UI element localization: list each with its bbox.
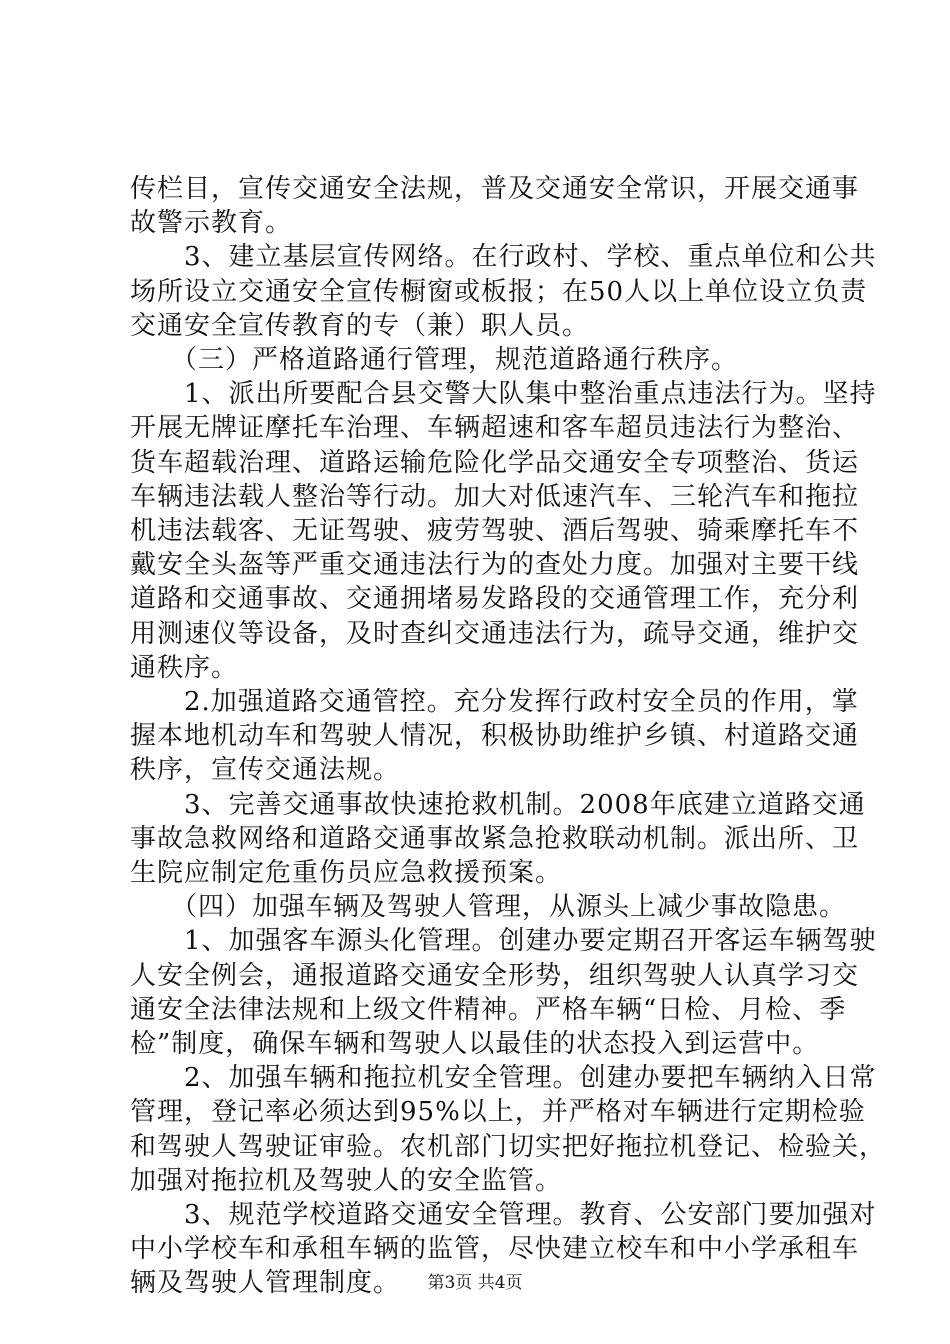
text-line: 1、加强客车源头化管理。创建办要定期召开客运车辆驾驶 [130, 926, 877, 957]
text-line: 3、建立基层宣传网络。在行政村、学校、重点单位和公共 [130, 242, 877, 273]
text-line: 3、规范学校道路交通安全管理。教育、公安部门要加强对 [130, 1200, 877, 1230]
text-line: （四）加强车辆及驾驶人管理，从源头上减少事故隐患。 [130, 892, 847, 923]
text-line: 秩序，宣传交通法规。 [130, 755, 401, 786]
text-line: 加强对拖拉机及驾驶人的安全监管。 [130, 1165, 563, 1196]
text-line: 戴安全头盔等严重交通违法行为的查处力度。加强对主要干线 [130, 550, 860, 581]
text-line: 3、完善交通事故快速抢救机制。2008年底建立道路交通 [130, 789, 866, 820]
text-line: 检”制度，确保车辆和驾驶人以最佳的状态投入到运营中。 [130, 1029, 820, 1059]
text-line: 辆及驾驶人管理制度。 [130, 1268, 401, 1299]
text-line: 用测速仪等设备，及时查纠交通违法行为，疏导交通，维护交 [130, 618, 860, 649]
text-line: 2.加强道路交通管控。充分发挥行政村安全员的作用，掌 [130, 687, 859, 717]
text-line: 传栏目，宣传交通安全法规，普及交通安全常识，开展交通事 [130, 174, 860, 204]
text-line: 故警示教育。 [130, 208, 293, 239]
text-line: 场所设立交通安全宣传橱窗或板报；在50人以上单位设立负责 [130, 276, 868, 307]
text-line: 车辆违法载人整治等行动。加大对低速汽车、三轮汽车和拖拉 [130, 481, 860, 512]
text-line: 机违法载客、无证驾驶、疲劳驾驶、酒后驾驶、骑乘摩托车不 [130, 516, 860, 546]
text-line: 通秩序。 [130, 652, 239, 683]
text-line: 生院应制定危重伤员应急救援预案。 [130, 858, 563, 888]
text-line: 通安全法律法规和上级文件精神。严格车辆“日检、月检、季 [130, 994, 847, 1025]
text-line: 握本地机动车和驾驶人情况，积极协助维护乡镇、村道路交通 [130, 721, 860, 752]
text-line: 1、派出所要配合县交警大队集中整治重点违法行为。坚持 [130, 379, 877, 410]
text-line: 管理，登记率必须达到95%以上，并严格对车辆进行定期检验 [130, 1097, 866, 1128]
text-line: 开展无牌证摩托车治理、车辆超速和客车超员违法行为整治、 [130, 413, 860, 444]
text-line: 2、加强车辆和拖拉机安全管理。创建办要把车辆纳入日常 [130, 1063, 877, 1094]
text-line: 中小学校车和承租车辆的监管，尽快建立校车和中小学承租车 [130, 1234, 860, 1265]
page-footer: 第3页 共4页 [427, 1273, 523, 1293]
text-line: 人安全例会，通报道路交通安全形势，组织驾驶人认真学习交 [130, 960, 860, 991]
text-line: 货车超载治理、道路运输危险化学品交通安全专项整治、货运 [130, 447, 860, 478]
text-line: 交通安全宣传教育的专（兼）职人员。 [130, 310, 590, 341]
text-line: （三）严格道路通行管理，规范道路通行秩序。 [130, 345, 739, 375]
text-line: 和驾驶人驾驶证审验。农机部门切实把好拖拉机登记、检验关， [130, 1131, 887, 1162]
text-line: 道路和交通事故、交通拥堵易发路段的交通管理工作，充分利 [130, 584, 860, 615]
text-line: 事故急救网络和道路交通事故紧急抢救联动机制。派出所、卫 [130, 823, 860, 854]
